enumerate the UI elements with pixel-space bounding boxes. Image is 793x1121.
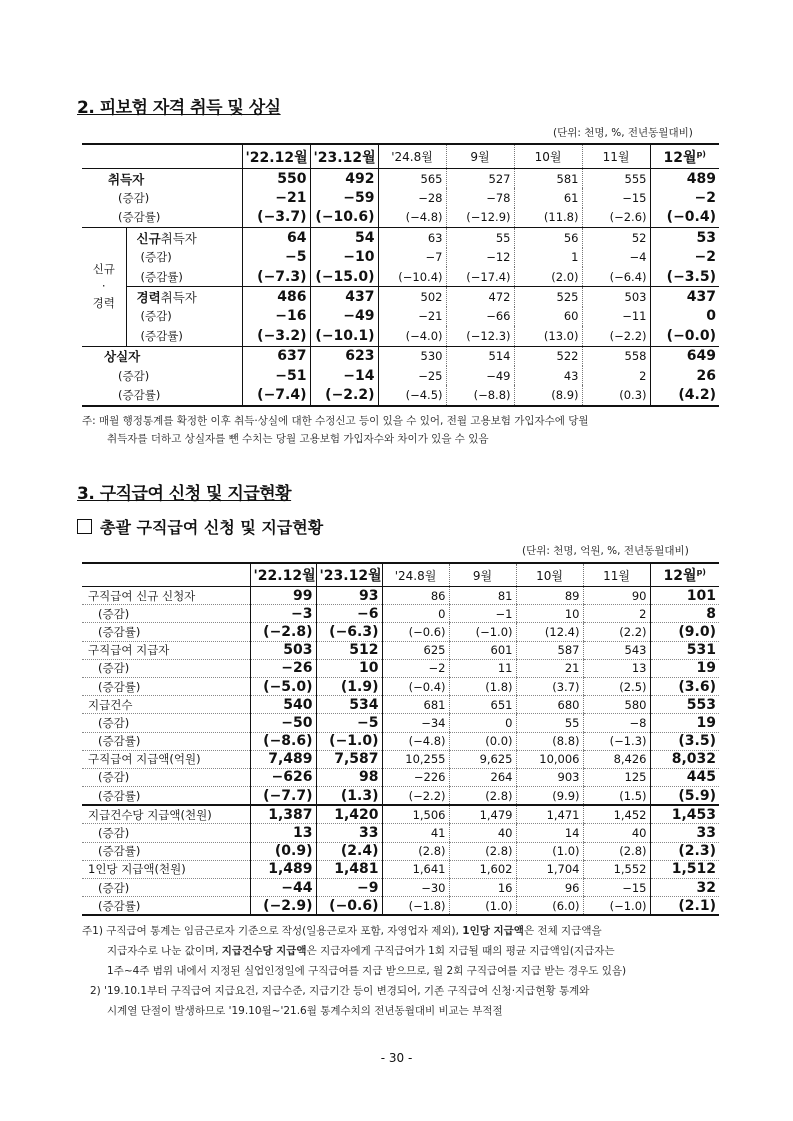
col-header-11: 11월 xyxy=(583,563,650,587)
table-cell: (2.5) xyxy=(583,677,650,695)
col-header-9: 9월 xyxy=(449,563,516,587)
table-cell: (−0.6) xyxy=(382,623,449,641)
col-header-23-12: '23.12월 xyxy=(310,144,378,169)
table-cell: 101 xyxy=(650,587,719,605)
table-cell: 86 xyxy=(382,587,449,605)
table-cell: 264 xyxy=(449,768,516,786)
table-row xyxy=(82,787,719,806)
table-cell: 1,471 xyxy=(516,805,583,824)
table-cell: (2.4) xyxy=(316,842,382,860)
table-cell: 1,641 xyxy=(382,860,449,878)
table-cell: 125 xyxy=(583,768,650,786)
table-cell: 540 xyxy=(250,696,316,714)
table-row xyxy=(82,696,719,714)
table-row xyxy=(82,641,719,659)
table-cell: 9,625 xyxy=(449,750,516,768)
table-row xyxy=(82,824,719,842)
table-cell: 8,426 xyxy=(583,750,650,768)
table-row: (증감률) (−3.2) (−10.1) (−4.0) (−12.3) (13.0) (−2.2) (−0.0) xyxy=(82,326,719,346)
table-cell: 1,512 xyxy=(650,860,719,878)
table-cell: −15 xyxy=(583,879,650,897)
square-bullet-icon xyxy=(77,519,92,534)
table-row xyxy=(82,897,719,916)
table2-note-1c: 1주~4주 범위 내에서 지정된 실업인정일에 구직급여를 지급 받으므로, 월 2회 구직급여를 지급 받는 경우도 있음) xyxy=(107,965,627,977)
row-label: (증감률) xyxy=(82,732,250,750)
table-cell: 98 xyxy=(316,768,382,786)
table-cell: (−5.0) xyxy=(250,677,316,695)
table-cell: (2.1) xyxy=(650,897,719,916)
table-row: (증감) −51 −14 −25 −49 43 2 26 xyxy=(82,366,719,385)
table-cell: −44 xyxy=(250,879,316,897)
table-cell: 587 xyxy=(516,641,583,659)
table-cell: 11 xyxy=(449,659,516,677)
row-label: (증감률) xyxy=(82,677,250,695)
table1-note-line2: 취득자를 더하고 상실자를 뺀 수치는 당월 고용보험 가입자수와 차이가 있을 수 있음 xyxy=(107,433,489,445)
table-row: 신규 · 경력 신규취득자 64 54 63 55 56 52 53 xyxy=(82,228,719,248)
table1-unit-label: (단위: 천명, %, 전년동월대비) xyxy=(553,127,693,139)
table-row: (증감) −21 −59 −28 −78 61 −15 −2 xyxy=(82,188,719,207)
table-row xyxy=(82,750,719,768)
table-cell: (−2.2) xyxy=(382,787,449,806)
table-row: (증감률) (−7.4) (−2.2) (−4.5) (−8.8) (8.9) (0.3) (4.2) xyxy=(82,385,719,405)
table-cell: (−1.0) xyxy=(583,897,650,916)
table-row: (증감) −5 −10 −7 −12 1 −4 −2 xyxy=(82,248,719,267)
table-cell: 0 xyxy=(382,605,449,623)
table2-note-1b: 지급자수로 나눈 값이며, 지급건수당 지급액은 지급자에게 구직급여가 1회 지급될 때의 평균 지급액임(지급자는 xyxy=(107,945,615,957)
table-cell: (8.8) xyxy=(516,732,583,750)
table-cell: 553 xyxy=(650,696,719,714)
col-header-12p: 12월$^{p)}$ xyxy=(650,563,719,587)
table-cell: 81 xyxy=(449,587,516,605)
table-cell: (−1.8) xyxy=(382,897,449,916)
table-row xyxy=(82,879,719,897)
table-cell: (0.9) xyxy=(250,842,316,860)
table-cell: 40 xyxy=(449,824,516,842)
table-row: 취득자 550 492 565 527 581 555 489 xyxy=(82,169,719,189)
table-cell: −30 xyxy=(382,879,449,897)
table-cell: 1,479 xyxy=(449,805,516,824)
table-cell: 601 xyxy=(449,641,516,659)
table2-header-row xyxy=(82,563,719,587)
table-cell: (2.3) xyxy=(650,842,719,860)
table-cell: (3.5) xyxy=(650,732,719,750)
table-cell: 16 xyxy=(449,879,516,897)
row-label: 구직급여 지급액(억원) xyxy=(82,750,250,768)
table-cell: 10,006 xyxy=(516,750,583,768)
table-cell: 55 xyxy=(516,714,583,732)
table-cell: (−1.0) xyxy=(316,732,382,750)
col-header-12p: 12월$^{p)}$ xyxy=(650,144,719,169)
row-label: 1인당 지급액(천원) xyxy=(82,860,250,878)
col-header-22-12: '22.12월 xyxy=(250,563,316,587)
row-label: (증감) xyxy=(82,659,250,677)
subsection-title: 총괄 구직급여 신청 및 지급현황 xyxy=(77,515,323,538)
table-cell: 32 xyxy=(650,879,719,897)
table-cell: (9.0) xyxy=(650,623,719,641)
table-cell: 8,032 xyxy=(650,750,719,768)
table-cell: (1.3) xyxy=(316,787,382,806)
table-row xyxy=(82,659,719,677)
table-cell: 21 xyxy=(516,659,583,677)
table-cell: 680 xyxy=(516,696,583,714)
table-cell: 19 xyxy=(650,714,719,732)
table-cell: 89 xyxy=(516,587,583,605)
table-cell: (9.9) xyxy=(516,787,583,806)
table-cell: 651 xyxy=(449,696,516,714)
table-row xyxy=(82,805,719,824)
table-cell: (3.7) xyxy=(516,677,583,695)
table-cell: 681 xyxy=(382,696,449,714)
table-cell: −8 xyxy=(583,714,650,732)
row-label: (증감) xyxy=(82,879,250,897)
row-label: (증감률) xyxy=(82,787,250,806)
col-header-23-12: '23.12월 xyxy=(316,563,382,587)
table-cell: (2.8) xyxy=(583,842,650,860)
col-header-9: 9월 xyxy=(446,144,514,169)
table-cell: 1,552 xyxy=(583,860,650,878)
section-3-title: 3. 구직급여 신청 및 지급현황 xyxy=(77,484,292,504)
table-cell: 580 xyxy=(583,696,650,714)
table-cell: −34 xyxy=(382,714,449,732)
row-label: (증감률) xyxy=(82,897,250,916)
row-label: (증감률) xyxy=(82,623,250,641)
table-cell: 13 xyxy=(583,659,650,677)
col-header-10: 10월 xyxy=(514,144,582,169)
col-header-11: 11월 xyxy=(582,144,650,169)
table-row: 경력취득자 486 437 502 472 525 503 437 xyxy=(82,287,719,307)
table-cell: 33 xyxy=(650,824,719,842)
row-label: (증감) xyxy=(82,768,250,786)
table-cell: 33 xyxy=(316,824,382,842)
col-header-10: 10월 xyxy=(516,563,583,587)
table-cell: 10 xyxy=(516,605,583,623)
table-cell: 445 xyxy=(650,768,719,786)
table-cell: (−1.3) xyxy=(583,732,650,750)
table-cell: (1.8) xyxy=(449,677,516,695)
table-cell: (−0.4) xyxy=(382,677,449,695)
table-cell: 534 xyxy=(316,696,382,714)
table-cell: 90 xyxy=(583,587,650,605)
table1-note-line1: 주: 매월 행정통계를 확정한 이후 취득·상실에 대한 수정신고 등이 있을 수 있어, 전월 고용보험 가입자수에 당월 xyxy=(82,415,589,427)
table-cell: (2.8) xyxy=(449,842,516,860)
table-cell: (−1.0) xyxy=(449,623,516,641)
table-cell: 1,387 xyxy=(250,805,316,824)
section-2-title: 2. 피보험 자격 취득 및 상실 xyxy=(77,98,281,118)
table-row xyxy=(82,677,719,695)
table-cell: (−7.7) xyxy=(250,787,316,806)
table-cell: (−0.6) xyxy=(316,897,382,916)
table-cell: (1.0) xyxy=(516,842,583,860)
table-cell: −226 xyxy=(382,768,449,786)
table-cell: 7,489 xyxy=(250,750,316,768)
group-label-new-career: 신규 · 경력 xyxy=(82,228,126,346)
table-cell: (5.9) xyxy=(650,787,719,806)
table-cell: −26 xyxy=(250,659,316,677)
row-label: (증감) xyxy=(82,714,250,732)
table-cell: −5 xyxy=(316,714,382,732)
row-label: (증감) xyxy=(82,824,250,842)
table-cell: −1 xyxy=(449,605,516,623)
table-cell: −9 xyxy=(316,879,382,897)
table-row: (증감률) (−7.3) (−15.0) (−10.4) (−17.4) (2.0) (−6.4) (−3.5) xyxy=(82,267,719,287)
table-cell: (2.8) xyxy=(382,842,449,860)
table-cell: −2 xyxy=(382,659,449,677)
table-cell: 1,489 xyxy=(250,860,316,878)
table-cell: −50 xyxy=(250,714,316,732)
table-cell: 41 xyxy=(382,824,449,842)
table-row: (증감) −16 −49 −21 −66 60 −11 0 xyxy=(82,307,719,326)
row-label: 구직급여 지급자 xyxy=(82,641,250,659)
table-cell: 13 xyxy=(250,824,316,842)
table-cell: (−2.8) xyxy=(250,623,316,641)
table-cell: 19 xyxy=(650,659,719,677)
table-cell: 96 xyxy=(516,879,583,897)
table-cell: (0.0) xyxy=(449,732,516,750)
table-cell: 1,453 xyxy=(650,805,719,824)
table-cell: (−8.6) xyxy=(250,732,316,750)
table-row xyxy=(82,842,719,860)
table-cell: (1.0) xyxy=(449,897,516,916)
table-cell: 8 xyxy=(650,605,719,623)
table-cell: 1,506 xyxy=(382,805,449,824)
table-row xyxy=(82,860,719,878)
table-row: (증감률) (−3.7) (−10.6) (−4.8) (−12.9) (11.8) (−2.6) (−0.4) xyxy=(82,208,719,228)
row-label: 지급건수당 지급액(천원) xyxy=(82,805,250,824)
table-row xyxy=(82,732,719,750)
table-cell: (−6.3) xyxy=(316,623,382,641)
table-cell: 1,420 xyxy=(316,805,382,824)
table-cell: 10 xyxy=(316,659,382,677)
insurance-acquisition-loss-table xyxy=(82,143,719,407)
table-cell: −626 xyxy=(250,768,316,786)
table-cell: 531 xyxy=(650,641,719,659)
table-cell: 10,255 xyxy=(382,750,449,768)
table-row xyxy=(82,623,719,641)
row-label: (증감) xyxy=(82,605,250,623)
table-cell: (6.0) xyxy=(516,897,583,916)
table2-note-2b: 시계열 단절이 발생하므로 '19.10월~'21.6월 통계수치의 전년동월대비 비교는 부적절 xyxy=(107,1005,503,1017)
table-cell: 93 xyxy=(316,587,382,605)
table-cell: (−4.8) xyxy=(382,732,449,750)
table-cell: (2.8) xyxy=(449,787,516,806)
table-cell: 2 xyxy=(583,605,650,623)
table-row xyxy=(82,768,719,786)
table-cell: (3.6) xyxy=(650,677,719,695)
table-cell: 1,602 xyxy=(449,860,516,878)
table-cell: −6 xyxy=(316,605,382,623)
table2-note-2a: 2) '19.10.1부터 구직급여 지급요건, 지급수준, 지급기간 등이 변경되어, 기존 구직급여 신청·지급현황 통계와 xyxy=(90,985,590,997)
table-cell: 1,452 xyxy=(583,805,650,824)
table-row xyxy=(82,714,719,732)
table-cell: 512 xyxy=(316,641,382,659)
table-cell: (2.2) xyxy=(583,623,650,641)
table-cell: −3 xyxy=(250,605,316,623)
table-cell: 40 xyxy=(583,824,650,842)
table2-unit-label: (단위: 천명, 억원, %, 전년동월대비) xyxy=(522,545,689,557)
page-number: - 30 - xyxy=(380,1051,413,1065)
table-cell: 625 xyxy=(382,641,449,659)
table-cell: 7,587 xyxy=(316,750,382,768)
table-cell: (12.4) xyxy=(516,623,583,641)
table-cell: 543 xyxy=(583,641,650,659)
col-header-24-8: '24.8월 xyxy=(378,144,446,169)
table1-header-row xyxy=(82,144,719,169)
table-cell: (−2.9) xyxy=(250,897,316,916)
table-cell: (1.9) xyxy=(316,677,382,695)
row-label: 지급건수 xyxy=(82,696,250,714)
table-row xyxy=(82,587,719,605)
row-label: 구직급여 신규 신청자 xyxy=(82,587,250,605)
table-row xyxy=(82,605,719,623)
job-seeker-benefit-table xyxy=(82,562,719,916)
col-header-22-12: '22.12월 xyxy=(242,144,310,169)
table-cell: 0 xyxy=(449,714,516,732)
table-row: 상실자 637 623 530 514 522 558 649 xyxy=(82,346,719,366)
table-cell: 503 xyxy=(250,641,316,659)
table-cell: (1.5) xyxy=(583,787,650,806)
table-cell: 903 xyxy=(516,768,583,786)
table-cell: 1,481 xyxy=(316,860,382,878)
table-cell: 99 xyxy=(250,587,316,605)
table-cell: 1,704 xyxy=(516,860,583,878)
table2-note-1a: 주1) 구직급여 통계는 임금근로자 기준으로 작성(일용근로자 포함, 자영업자 제외), 1인당 지급액은 전체 지급액을 xyxy=(82,925,602,937)
table-cell: 14 xyxy=(516,824,583,842)
row-label: (증감률) xyxy=(82,842,250,860)
col-header-24-8: '24.8월 xyxy=(382,563,449,587)
